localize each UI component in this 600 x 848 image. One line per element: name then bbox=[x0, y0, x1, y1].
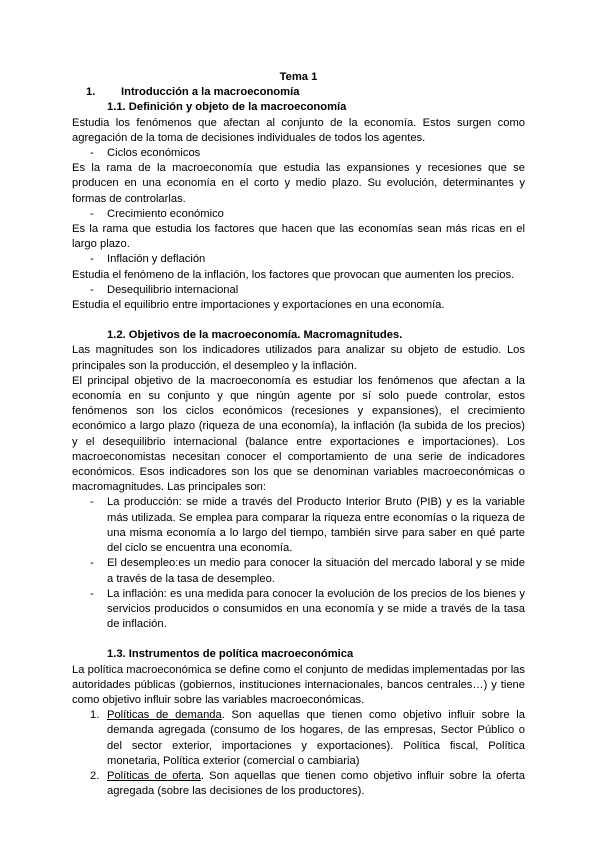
section-title: Introducción a la macroeconomía bbox=[121, 86, 300, 99]
macromagnitudes-list bbox=[72, 495, 525, 632]
document-page bbox=[72, 70, 525, 799]
paragraph: Estudia el equilibrio entre importaciones y exportaciones en una economía. bbox=[72, 299, 445, 312]
list-item-label: Desequilibrio internacional bbox=[107, 283, 239, 296]
list-item-label: Inflación y deflación bbox=[107, 253, 206, 266]
policy-description: . Son aquellas que tienen como objetivo influir sobre la demanda agregada (consumo de los hogares, de las empresas, Sector Público o del sector exterior, importaciones y exportaciones). Política fiscal, Política monetaria, Política exterior (comercial o cambiaria) bbox=[107, 709, 526, 767]
list-item bbox=[72, 556, 525, 586]
list-item-text: La inflación: es una medida para conocer la evolución de los precios de los bienes y servicios producidos o consumidos en una economía y se mide a través de la tasa de inflación. bbox=[107, 587, 525, 631]
policy-list bbox=[72, 708, 525, 799]
topic-list bbox=[72, 146, 525, 161]
spacer bbox=[72, 632, 525, 647]
section-heading-1 bbox=[72, 85, 525, 100]
dash-bullet: - bbox=[90, 253, 94, 266]
paragraph: La política macroeconómica se define como el conjunto de medidas implementadas por las autoridades públicas (gobiernos, instituciones internacionales, bancos centrales…) y tiene como objetivo influir sobre las variables macroeconómicas. bbox=[72, 663, 525, 706]
list-item bbox=[72, 769, 525, 799]
paragraph: Es la rama de la macroeconomía que estudia las expansiones y recesiones que se producen en una economía en el corto y medio plazo. Su evolución, determinantes y formas de controlarlas. bbox=[72, 162, 525, 205]
list-item bbox=[72, 283, 525, 298]
topic-list bbox=[72, 252, 525, 267]
paragraph: Las magnitudes son los indicadores utilizados para analizar su objeto de estudio. Los principales son la producción, el desempleo y la inflación. bbox=[72, 344, 525, 372]
policy-term: Políticas de demanda bbox=[107, 709, 222, 722]
dash-bullet: - bbox=[90, 587, 94, 600]
item-number: 2. bbox=[90, 769, 100, 782]
list-item-label: Crecimiento económico bbox=[107, 207, 224, 220]
paragraph: Estudia los fenómenos que afectan al conjunto de la economía. Estos surgen como agregación de la toma de decisiones individuales de todos los agentes. bbox=[72, 116, 525, 144]
list-item-text: El desempleo:es un medio para conocer la situación del mercado laboral y se mide a través de la tasa de desempleo. bbox=[107, 557, 525, 585]
list-item bbox=[72, 587, 525, 633]
list-item bbox=[72, 252, 525, 267]
paragraph: Es la rama que estudia los factores que hacen que las economías sean más ricas en el largo plazo. bbox=[72, 223, 525, 251]
document-title: Tema 1 bbox=[279, 71, 318, 83]
paragraph: El principal objetivo de la macroeconomía es estudiar los fenómenos que afectan a la economía en su conjunto y que ningún agente por sí solo puede controlar, estos fenómenos son los ciclos económicos (recesiones y expansiones), el crecimiento económico a largo plazo (riqueza de una economía), la inflación (la subida de los precios) y el desequilibrio internacional (balance entre exportaciones e importaciones). Los macroeconomistas necesitan conocer el comportamiento de una serie de indicadores económicos. Esos indicadores son los que se denominan variables macroeconómicas o macromagnitudes. Las principales son: bbox=[72, 374, 525, 494]
list-item-label: Ciclos económicos bbox=[107, 147, 201, 160]
subsection-heading-1-3: 1.3. Instrumentos de política macroeconómica bbox=[107, 648, 354, 661]
dash-bullet: - bbox=[90, 207, 94, 220]
paragraph: Estudia el fenómeno de la inflación, los factores que provocan que aumenten los precios. bbox=[72, 268, 515, 281]
item-number: 1. bbox=[90, 709, 100, 722]
subsection-heading-1-2: 1.2. Objetivos de la macroeconomía. Macromagnitudes. bbox=[107, 329, 403, 342]
dash-bullet: - bbox=[90, 557, 94, 570]
topic-list bbox=[72, 207, 525, 222]
dash-bullet: - bbox=[90, 147, 94, 160]
topic-list bbox=[72, 283, 525, 298]
policy-term: Políticas de oferta bbox=[107, 769, 201, 782]
list-item bbox=[72, 708, 525, 769]
section-number: 1. bbox=[86, 86, 96, 99]
spacer bbox=[72, 313, 525, 328]
list-item-text: La producción: se mide a través del Producto Interior Bruto (PIB) y es la variable más utilizada. Se emplea para comparar la riqueza entre economías o la riqueza de una misma economía a lo largo del tiempo, también sirve para saber en qué parte del ciclo se encuentra una economía. bbox=[107, 496, 525, 555]
list-item bbox=[72, 146, 525, 161]
list-item bbox=[72, 207, 525, 222]
dash-bullet: - bbox=[90, 496, 94, 509]
list-item bbox=[72, 495, 525, 556]
subsection-heading-1-1: 1.1. Definición y objeto de la macroeconomía bbox=[107, 101, 347, 114]
policy-description: . Son aquellas que tienen como objetivo influir sobre la oferta agregada (sobre las decisiones de los productores). bbox=[107, 769, 525, 798]
dash-bullet: - bbox=[90, 283, 94, 296]
